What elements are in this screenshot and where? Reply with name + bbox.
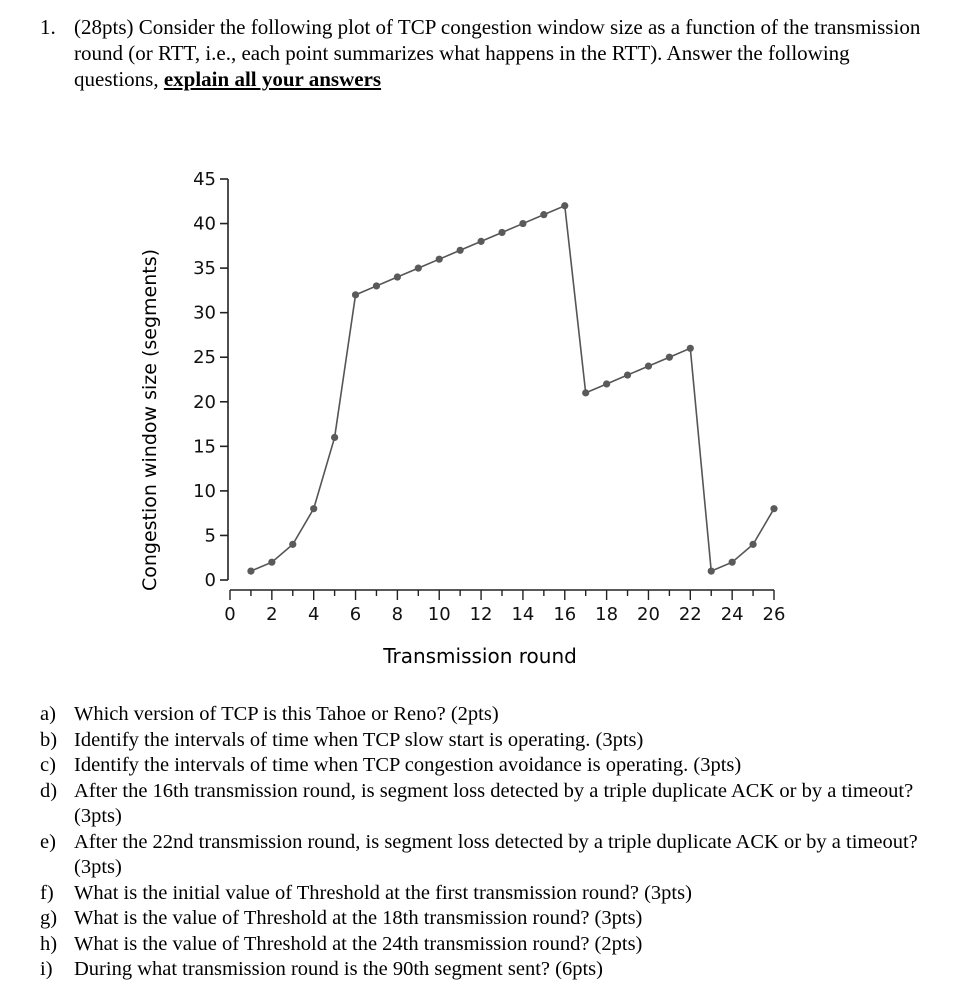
subquestion-text: What is the initial value of Threshold at the first transmission round? (3pts) (74, 881, 692, 904)
subquestion-label: h) (40, 932, 58, 955)
y-tick-label: 10 (193, 480, 216, 502)
x-tick-label: 22 (678, 604, 702, 625)
data-point (582, 389, 589, 396)
subquestion-text: Identify the intervals of time when TCP congestion avoidance is operating. (3pts) (74, 754, 742, 776)
subquestion (40, 830, 930, 881)
subquestion (40, 957, 930, 983)
subquestion-text: What is the value of Threshold at the 24th transmission round? (2pts) (74, 932, 643, 955)
data-point (603, 380, 610, 387)
y-tick-label: 45 (193, 169, 216, 190)
data-point (436, 256, 443, 263)
y-tick-label: 20 (193, 391, 216, 413)
subquestion (40, 932, 930, 958)
data-point (373, 282, 380, 289)
subquestion-text: Which version of TCP is this Tahoe or Reno? (2pts) (74, 703, 499, 725)
y-tick-label: 40 (193, 213, 216, 235)
x-tick-label: 26 (762, 604, 786, 625)
y-tick-label: 30 (193, 302, 216, 324)
subquestion-list (40, 702, 930, 983)
series-line (251, 206, 774, 571)
data-point (331, 434, 338, 441)
data-point (247, 567, 254, 574)
data-point (457, 247, 464, 254)
subquestion (40, 881, 930, 907)
subquestion-text: What is the value of Threshold at the 18th transmission round? (3pts) (74, 907, 643, 929)
data-point (561, 202, 568, 209)
x-tick-label: 24 (720, 604, 744, 625)
y-tick-label: 35 (193, 258, 216, 280)
data-point (540, 211, 547, 218)
subquestion-label: d) (40, 779, 58, 802)
x-tick-label: 12 (469, 604, 493, 625)
data-point (687, 345, 694, 352)
subquestion-label: c) (40, 754, 56, 776)
subquestion-label: i) (40, 958, 53, 980)
x-tick-label: 20 (637, 604, 660, 625)
subquestion-label: a) (40, 703, 56, 725)
question-emphasis: explain all your answers (163, 67, 382, 91)
x-tick-label: 0 (224, 604, 236, 625)
subquestion (40, 702, 930, 728)
data-point (394, 273, 401, 280)
data-point (749, 541, 756, 548)
subquestion (40, 779, 930, 830)
subquestion (40, 728, 930, 754)
question-intro: (28pts) Consider the following plot of TCP congestion window size as a function of the transmission round (or RTT, i.e., each point summarizes what happens in the RTT). Answer the following questions, (74, 15, 921, 91)
x-tick-label: 10 (427, 604, 451, 625)
y-axis-label: Congestion window size (segments) (139, 248, 161, 592)
data-point (519, 220, 526, 227)
congestion-window-chart (120, 160, 800, 685)
data-point (645, 363, 652, 370)
question-text (74, 14, 930, 92)
data-point (708, 567, 715, 574)
data-point (666, 354, 673, 361)
data-point (477, 238, 484, 245)
x-tick-label: 6 (349, 604, 362, 625)
data-point (498, 229, 505, 236)
x-tick-label: 18 (595, 604, 619, 625)
y-tick-label: 5 (204, 525, 216, 547)
subquestion-label: e) (40, 830, 56, 853)
y-tick-label: 15 (193, 436, 216, 458)
data-point (770, 505, 777, 512)
data-point (310, 505, 317, 512)
data-point (268, 559, 275, 566)
y-tick-label: 25 (193, 347, 216, 369)
subquestion (40, 753, 930, 779)
data-point (289, 541, 296, 548)
subquestion-label: f) (40, 881, 54, 904)
x-axis-label: Transmission round (383, 644, 577, 668)
x-tick-label: 14 (511, 604, 535, 625)
subquestion (40, 906, 930, 932)
x-tick-label: 8 (391, 604, 404, 625)
x-axis (224, 590, 785, 625)
y-tick-label: 0 (204, 570, 216, 591)
data-point (729, 559, 736, 566)
subquestion-text: After the 16th transmission round, is segment loss detected by a triple duplicate ACK or by a timeout? (3pts) (74, 779, 914, 827)
subquestion-label: b) (40, 728, 58, 751)
series-cwnd (247, 202, 777, 575)
data-point (352, 291, 359, 298)
x-tick-label: 4 (307, 604, 320, 625)
subquestion-text: During what transmission round is the 90th segment sent? (6pts) (74, 958, 603, 980)
y-axis (193, 169, 228, 591)
question-header (40, 14, 930, 92)
subquestion-text: Identify the intervals of time when TCP slow start is operating. (3pts) (74, 728, 644, 751)
data-point (415, 265, 422, 272)
data-point (624, 371, 631, 378)
subquestion-label: g) (40, 907, 58, 929)
chart-svg (120, 160, 800, 680)
subquestion-text: After the 22nd transmission round, is segment loss detected by a triple duplicate ACK or by a timeout? (3pts) (74, 830, 918, 878)
question-number: 1. (40, 15, 56, 39)
x-tick-label: 2 (266, 604, 278, 625)
x-tick-label: 16 (553, 604, 577, 625)
